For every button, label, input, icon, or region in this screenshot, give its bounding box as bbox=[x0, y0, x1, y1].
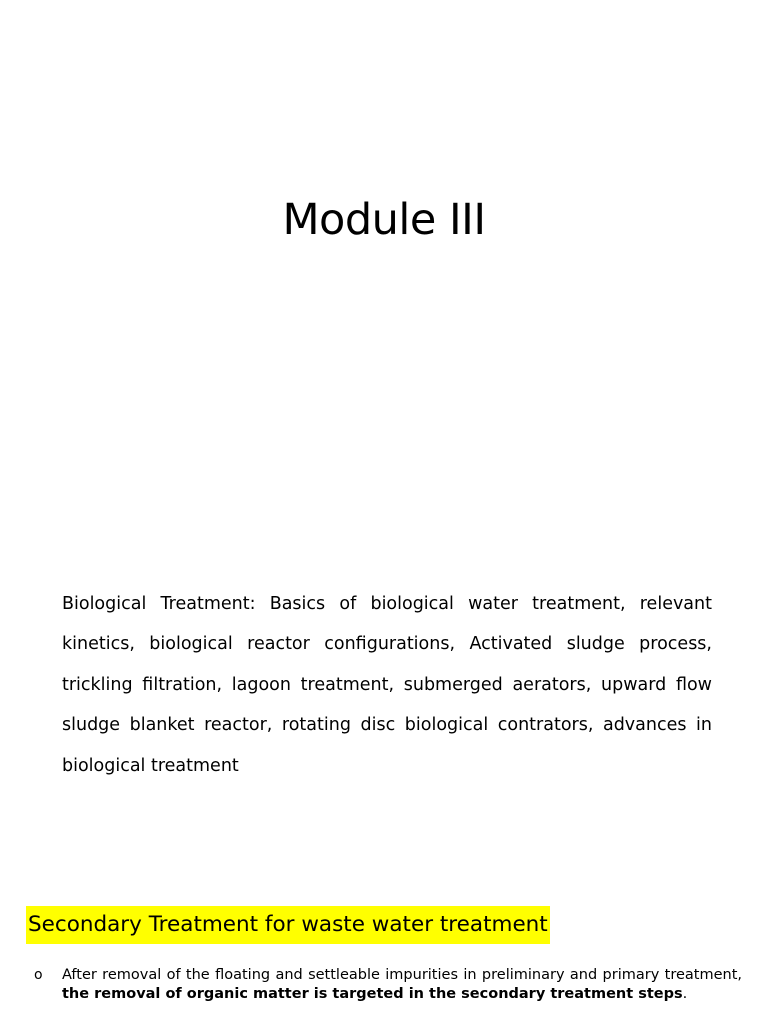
module-description: Biological Treatment: Basics of biological water treatment, relevant kinetics, biological reactor configurations, Activated sludge process, trickling filtration, lagoon treatment, submerged aerators, upward flow sludge blanket reactor, rotating disc biological contrators, advances in biological treatment bbox=[62, 593, 712, 776]
bullet-text-end: . bbox=[682, 986, 688, 1002]
section-heading-highlighted: Secondary Treatment for waste water treatment bbox=[26, 906, 550, 944]
circle-bullet-icon: o bbox=[34, 967, 43, 983]
bullet-text-bold: the removal of organic matter is targeted in the secondary treatment steps bbox=[62, 986, 683, 1002]
bullet-text bbox=[62, 966, 742, 1004]
slide-secondary-treatment bbox=[0, 880, 768, 1024]
bullet-text-part1: After removal of the floating and settleable impurities in preliminary and primary treatment, bbox=[62, 967, 742, 983]
slide-title: Module III bbox=[282, 194, 486, 245]
